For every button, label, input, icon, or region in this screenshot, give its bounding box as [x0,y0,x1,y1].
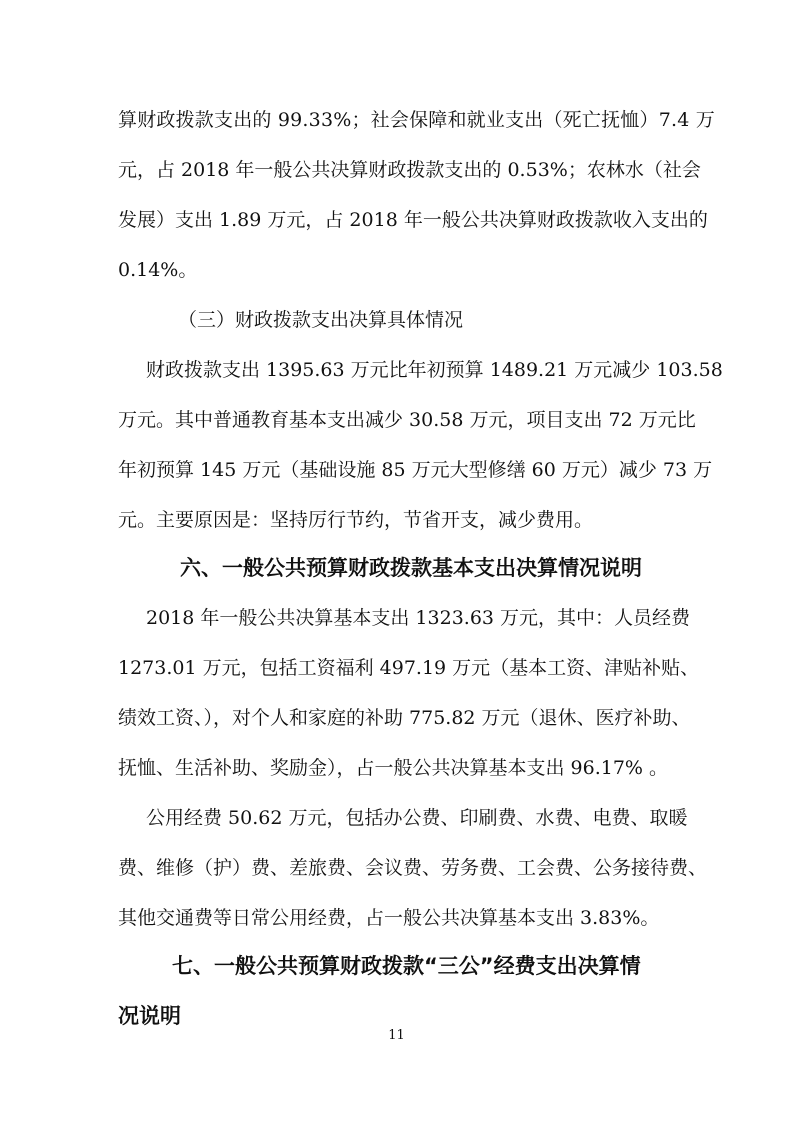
body-text-line: 财政拨款支出 1395.63 万元比年初预算 1489.21 万元减少 103.58 [146,359,723,381]
section-heading: 六、一般公共预算财政拨款基本支出决算情况说明 [180,556,642,580]
body-text-line: 万元。其中普通教育基本支出减少 30.58 万元，项目支出 72 万元比 [118,409,696,431]
body-text-line: 抚恤、生活补助、奖励金），占一般公共决算基本支出 96.17% 。 [118,757,669,779]
body-text-line: 元，占 2018 年一般公共决算财政拨款支出的 0.53%；农林水（社会 [118,159,701,181]
body-text-line: 2018 年一般公共决算基本支出 1323.63 万元，其中：人员经费 [146,607,691,629]
body-text-line: 费、维修（护）费、差旅费、会议费、劳务费、工会费、公务接待费、 [118,857,708,879]
body-text-line: 算财政拨款支出的 99.33%；社会保障和就业支出（死亡抚恤）7.4 万 [118,109,715,131]
body-text-line: 0.14%。 [118,259,198,281]
section-heading-continuation: 况说明 [118,1004,181,1028]
page-number: 11 [388,1028,405,1043]
body-text-line: 绩效工资、），对个人和家庭的补助 775.82 万元（退休、医疗补助、 [118,707,691,729]
subsection-heading: （三）财政拨款支出决算具体情况 [178,309,464,331]
section-heading: 七、一般公共预算财政拨款“三公”经费支出决算情 [172,954,641,978]
body-text-line: 1273.01 万元，包括工资福利 497.19 万元（基本工资、津贴补贴、 [118,657,700,679]
body-text-line: 公用经费 50.62 万元，包括办公费、印刷费、水费、电费、取暖 [146,807,688,829]
body-text-line: 元。主要原因是：坚持厉行节约，节省开支，减少费用。 [118,509,594,531]
body-text-line: 年初预算 145 万元（基础设施 85 万元大型修缮 60 万元）减少 73 万 [118,459,713,481]
body-text-line: 发展）支出 1.89 万元，占 2018 年一般公共决算财政拨款收入支出的 [118,209,708,231]
body-text-line: 其他交通费等日常公用经费，占一般公共决算基本支出 3.83%。 [118,907,660,929]
